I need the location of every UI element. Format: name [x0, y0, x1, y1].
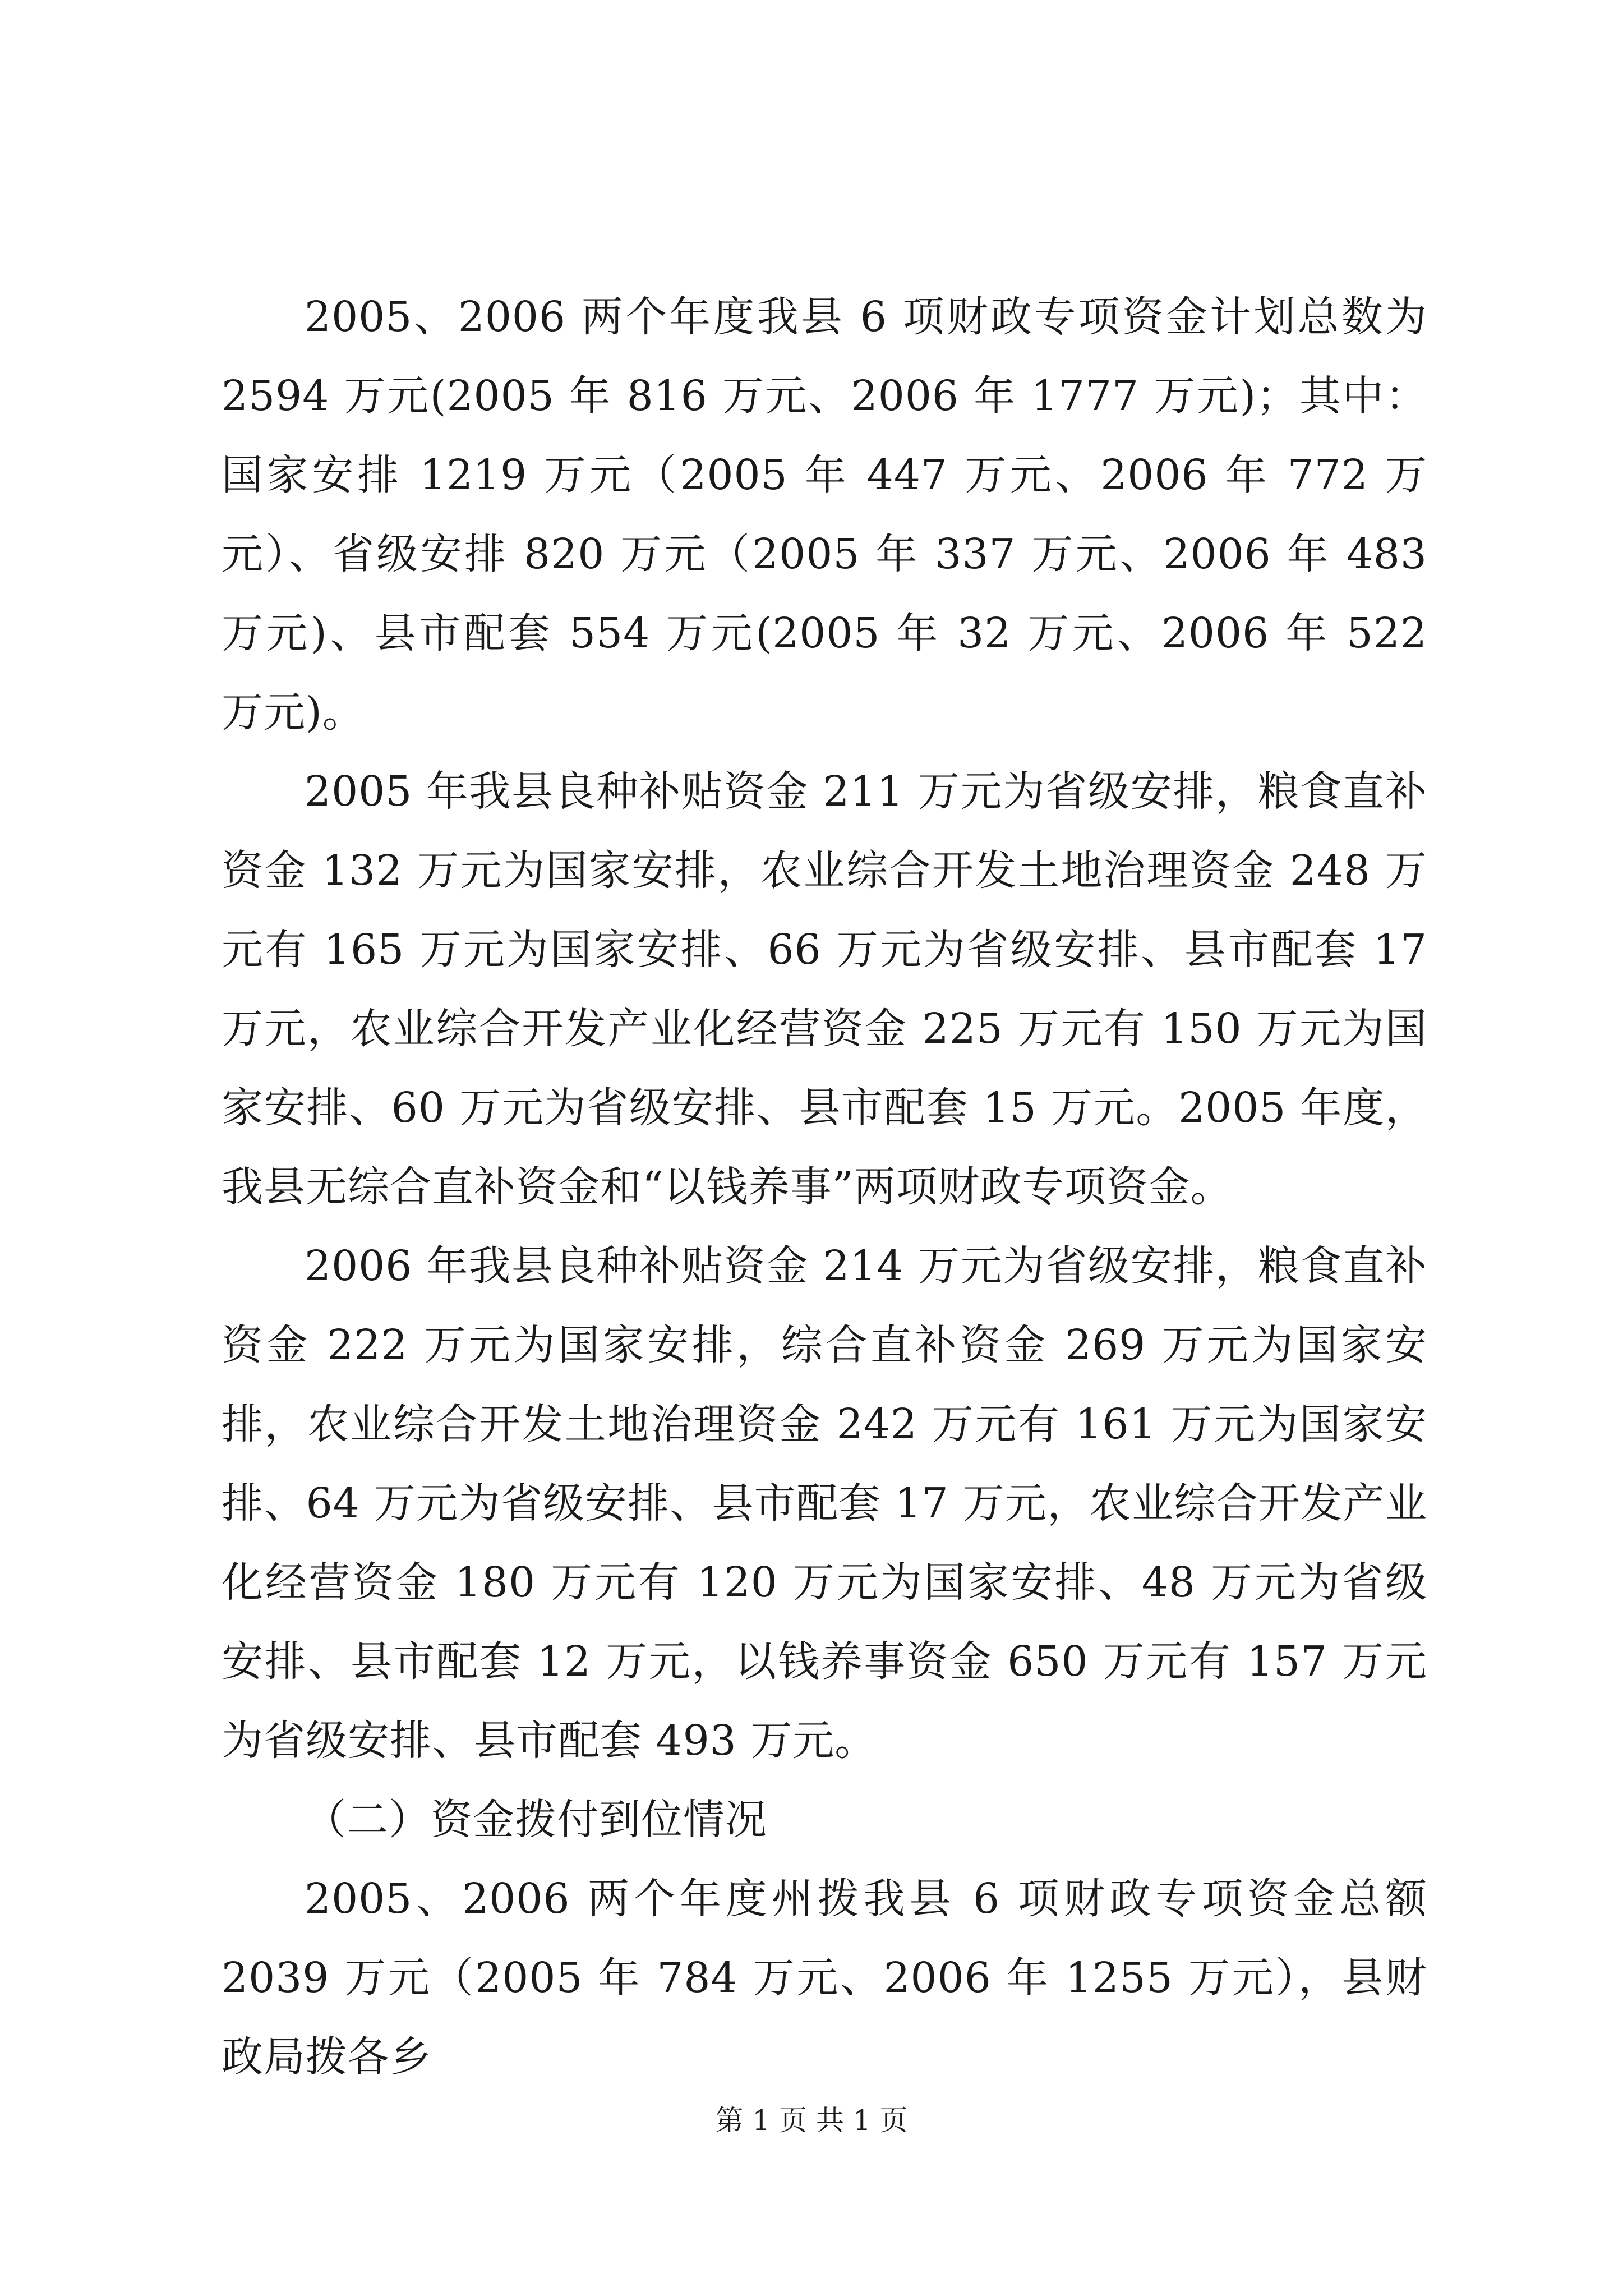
- section-heading: （二）资金拨付到位情况: [305, 1796, 767, 1844]
- paragraph-plan-totals: 2005、2006 两个年度我县 6 项财政专项资金计划总数为 2594 万元(2005 年 816 万元、2006 年 1777 万元)；其中：国家安排 1219 万元（2005 年 447 万元、2006 年 772 万元）、省级安排 820 万元（2005 年 337 万元、2006 年 483 万元)、县市配套 554 万元(2005 年 32 万元、2006 年 522 万元)。: [222, 293, 1427, 737]
- paragraph-2006-funds: 2006 年我县良种补贴资金 214 万元为省级安排，粮食直补资金 222 万元为国家安排，综合直补资金 269 万元为国家安排，农业综合开发土地治理资金 242 万元有 161 万元为国家安排、64 万元为省级安排、县市配套 17 万元，农业综合开发产业化经营资金 180 万元有 120 万元为国家安排、48 万元为省级安排、县市配套 12 万元，以钱养事资金 650 万元有 157 万元为省级安排、县市配套 493 万元。: [222, 1242, 1427, 1765]
- paragraph-disbursement: 2005、2006 两个年度州拨我县 6 项财政专项资金总额 2039 万元（2005 年 784 万元、2006 年 1255 万元），县财政局拨各乡: [222, 1875, 1427, 2081]
- document-body: [222, 278, 1427, 2097]
- paragraph-2005-funds: 2005 年我县良种补贴资金 211 万元为省级安排，粮食直补资金 132 万元为国家安排，农业综合开发土地治理资金 248 万元有 165 万元为国家安排、66 万元为省级安排、县市配套 17 万元，农业综合开发产业化经营资金 225 万元有 150 万元为国家安排、60 万元为省级安排、县市配套 15 万元。2005 年度，我县无综合直补资金和“以钱养事”两项财政专项资金。: [222, 767, 1427, 1211]
- page-footer: 第 1 页 共 1 页: [715, 2104, 908, 2137]
